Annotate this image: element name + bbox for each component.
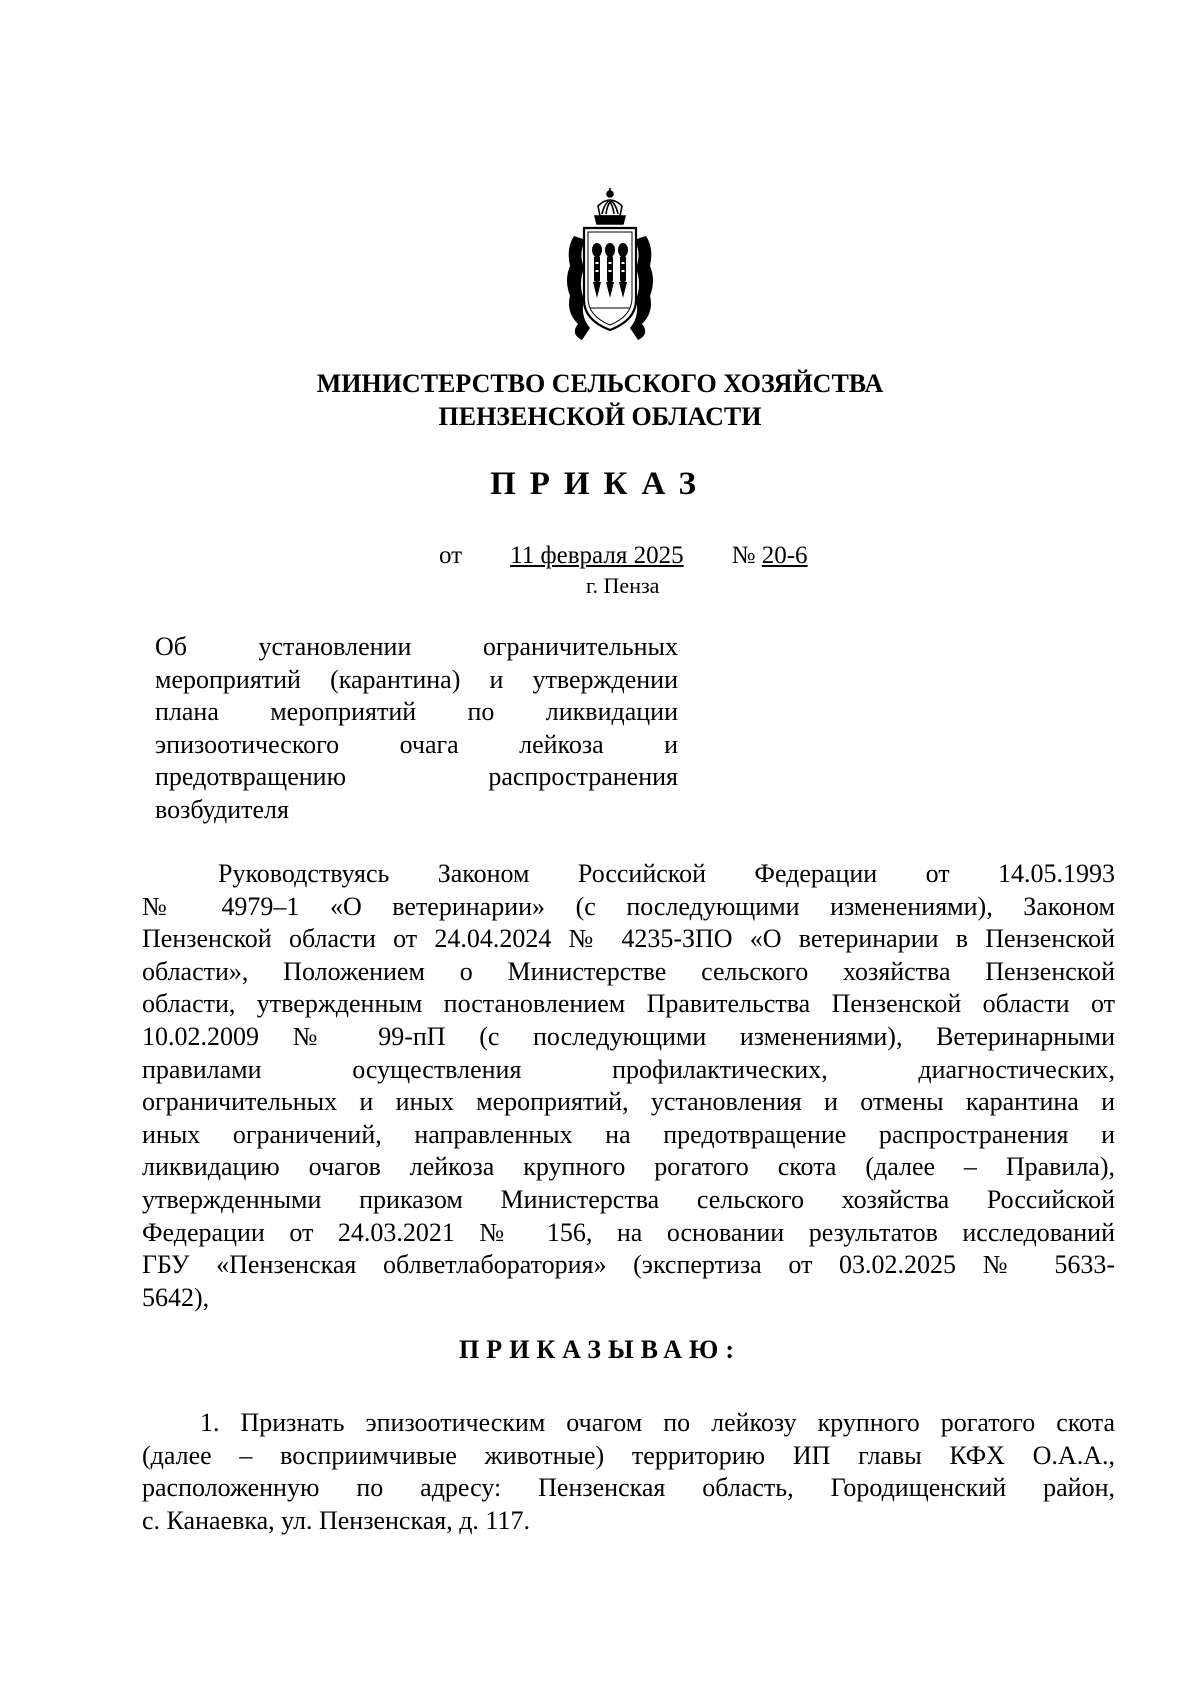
preamble-line: иных ограничений, направленных на предотвращение распространения и — [142, 1119, 1115, 1149]
preamble-line: 10.02.2009 № 99-пП (с последующими изменениями), Ветеринарными — [142, 1021, 1115, 1051]
preamble-paragraph — [142, 858, 1115, 1314]
subject-line: предотвращению распространения — [155, 762, 678, 791]
date-number-line — [439, 541, 808, 571]
order-item-1 — [142, 1407, 1115, 1537]
city-name: г. Пенза — [586, 573, 660, 598]
penza-coat-of-arms-icon — [560, 188, 660, 346]
preamble-line: № 4979–1 «О ветеринарии» (с последующими изменениями), Законом — [142, 891, 1115, 921]
subject-line: мероприятий (карантина) и утверждении — [155, 664, 678, 694]
decree-heading: ПРИКАЗЫВАЮ: — [459, 1335, 741, 1364]
subject-line: Об установлении ограничительных — [155, 632, 678, 661]
item-line: с. Канаевка, ул. Пензенская, д. 117. — [142, 1505, 530, 1535]
ministry-name-line1: МИНИСТЕРСТВО СЕЛЬСКОГО ХОЗЯЙСТВА — [316, 369, 884, 398]
preamble-line: области», Положением о Министерстве сельского хозяйства Пензенской — [142, 956, 1115, 986]
item-line: 1. Признать эпизоотическим очагом по лейкозу крупного рогатого скота — [200, 1408, 1115, 1437]
preamble-line: 5642), — [142, 1282, 210, 1312]
preamble-line: ликвидацию очагов лейкоза крупного рогатого скота (далее – Правила), — [142, 1152, 1115, 1182]
preamble-line: ограничительных и иных мероприятий, установления и отмены карантина и — [142, 1087, 1115, 1117]
preamble-line: утвержденными приказом Министерства сельского хозяйства Российской — [142, 1184, 1115, 1214]
ministry-name-line2: ПЕНЗЕНСКОЙ ОБЛАСТИ — [438, 402, 762, 431]
preamble-line: правилами осуществления профилактических, диагностических, — [142, 1054, 1115, 1084]
preamble-line: ГБУ «Пензенская облветлаборатория» (экспертиза от 03.02.2025 № 5633- — [142, 1250, 1115, 1280]
order-number: 20-6 — [761, 542, 808, 569]
preamble-line: Пензенской области от 24.04.2024 № 4235-ЗПО «О ветеринарии в Пензенской — [142, 924, 1115, 954]
order-subject — [155, 631, 678, 826]
item-line: (далее – восприимчивые животные) территорию ИП главы КФХ О.А.А., — [142, 1440, 1115, 1470]
subject-line: эпизоотического очага лейкоза и — [155, 729, 678, 759]
subject-line: плана мероприятий по ликвидации — [155, 697, 678, 726]
number-prefix: № — [731, 542, 762, 569]
subject-line: возбудителя — [155, 794, 289, 824]
item-line: расположенную по адресу: Пензенская область, Городищенский район, — [142, 1473, 1115, 1503]
order-date: 11 февраля 2025 — [510, 542, 684, 569]
document-type-title: ПРИКАЗ — [490, 466, 710, 502]
preamble-line: Федерации от 24.03.2021 № 156, на основании результатов исследований — [142, 1217, 1115, 1247]
preamble-line: области, утвержденным постановлением Правительства Пензенской области от — [142, 989, 1115, 1019]
preamble-line: Руководствуясь Законом Российской Федерации от 14.05.1993 — [218, 859, 1115, 888]
date-prefix: от — [439, 542, 469, 569]
